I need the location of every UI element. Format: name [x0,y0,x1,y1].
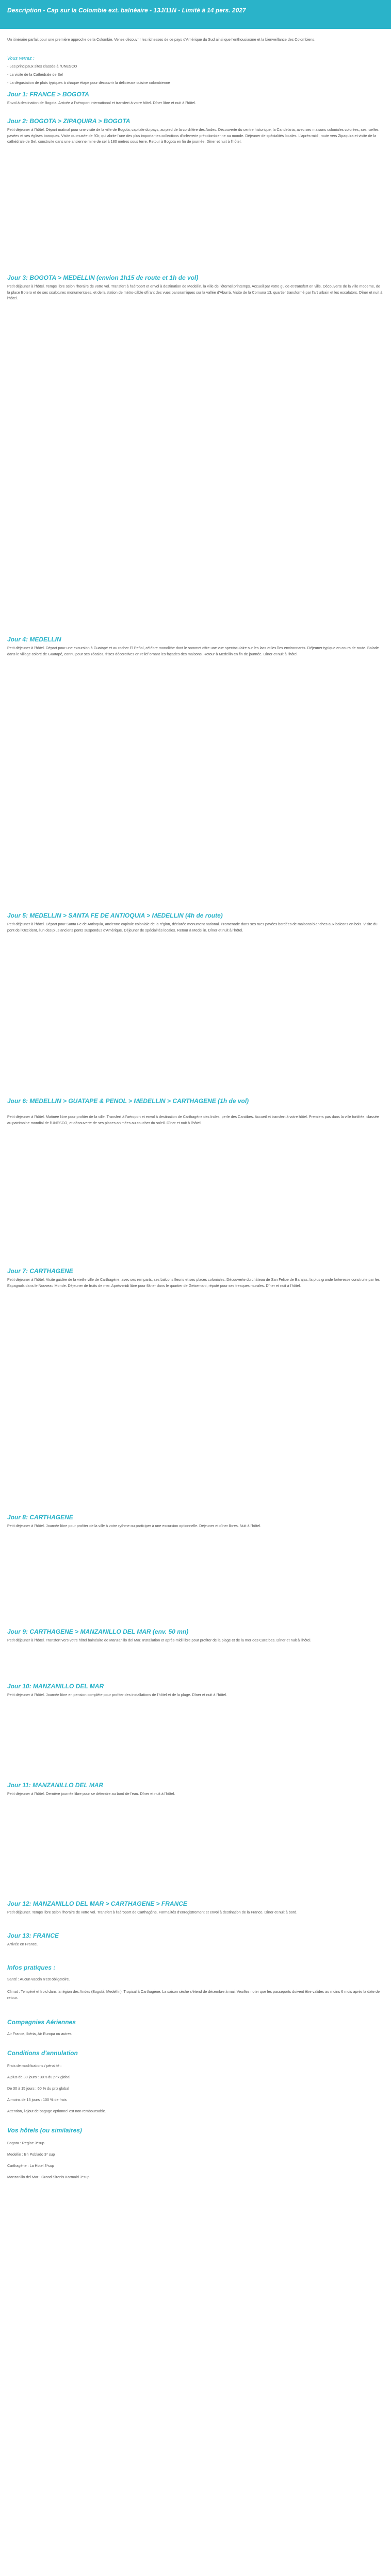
day-4-text: Petit déjeuner à l'hôtel. Départ pour une excursion à Guatapé et au rocher El Peñol, célèbre monolithe dont le sommet offre une vue spectaculaire sur les lacs et les îles environnants. Déjeuner typique en cours de route. Balade dans le village coloré de Guatapé, connu pour ses zócalos, frises décoratives en relief ornant les façades des maisons. Retour à Medellin en fin de journée. Dîner et nuit à l'hôtel. [7,646,379,656]
infos-title: Infos pratiques : [7,1964,56,1971]
conditions-line: De 30 à 15 jours : 60 % du prix global [7,2086,69,2091]
title-band [0,0,391,29]
highlight-item: - Les principaux sites classés à l'UNESCO [7,64,77,69]
day-3-title: Jour 3: BOGOTA > MEDELLIN (envion 1h15 de route et 1h de vol) [7,274,199,281]
hotel-line: Bogota : Regine 3*sup [7,2141,44,2145]
hotel-line: Medellin : Bh Poblado 3* sup [7,2152,55,2157]
highlight-item: - La dégustation de plats typiques à chaque étape pour découvrir la délicieuse cuisine colombienne [7,80,170,85]
infos-climate: Climat : Tempéré et froid dans la région des Andes (Bogotá, Medellín). Tropical à Carthagène. La saison sèche s'étend de décembre à mai. Veuillez noter que les passeports doivent être valides au moins 6 mois après la date de retour. [7,1989,380,2000]
day-11-title: Jour 11: MANZANILLO DEL MAR [7,1782,104,1789]
intro-text: Un itinéraire parfait pour une première approche de la Colombie. Venez découvrir les richesses de ce pays d'Amérique du Sud ainsi que l'enthousiasme et la bienveillance des Colombiens. [7,37,316,42]
compagnies-text: Air France, Ibéria, Air Europa ou autres [7,2031,72,2036]
day-6-text: Petit déjeuner à l'hôtel. Matinée libre pour profiter de la ville. Transfert à l'aéroport et envol à destination de Carthagène des Indes, perle des Caraïbes. Accueil et transfert à votre hôtel. Premiers pas dans la ville fortifiée, classée au patrimoine mondial de l'UNESCO, et découverte de ses places animées au coucher du soleil. Dîner et nuit à l'hôtel. [7,1114,379,1125]
day-9-title: Jour 9: CARTHAGENE > MANZANILLO DEL MAR (env. 50 mn) [7,1628,189,1635]
compagnies-title: Compagnies Aériennes [7,2019,76,2026]
day-11-text: Petit déjeuner à l'hôtel. Dernière journée libre pour se détendre au bord de l'eau. Dîner et nuit à l'hôtel. [7,1791,175,1796]
hotel-line: Manzanillo del Mar : Grand Sirenis Karmairi 3*sup [7,2175,90,2179]
day-6-title: Jour 6: MEDELLIN > GUATAPE & PENOL > MEDELLIN > CARTHAGENE (1h de vol) [7,1097,249,1105]
conditions-title: Conditions d'annulation [7,2049,78,2057]
day-9-text: Petit déjeuner à l'hôtel. Transfert vers votre hôtel balnéaire de Manzanillo del Mar. Installation et après-midi libre pour profiter de la plage et de la mer des Caraïbes. Dîner et nuit à l'hôtel. [7,1638,312,1642]
day-7-title: Jour 7: CARTHAGENE [7,1267,73,1275]
day-2-text: Petit déjeuner à l'hôtel. Départ matinal pour une visite de la ville de Bogota, capitale du pays, au pied de la cordillère des Andes. Découverte du centre historique, la Candelaria, avec ses maisons coloniales colorées, ses ruelles pavées et ses églises baroques. Visite du musée de l'Or, qui abrite l'une des plus importantes collections d'orfèvrerie précolombienne au monde. Déjeuner de spécialités locales. L'après-midi, route vers Zipaquira et visite de la cathédrale de Sel, construite dans une ancienne mine de sel à 180 mètres sous terre. Retour à Bogota en fin de journée. Dîner et nuit à l'hôtel. [7,127,379,144]
day-12-title: Jour 12: MANZANILLO DEL MAR > CARTHAGENE > FRANCE [7,1900,187,1907]
conditions-line: Attention, l'ajout de bagage optionnel est non remboursable. [7,2109,106,2113]
vous-verrez-heading: Vous verrez : [7,56,35,61]
day-7-text: Petit déjeuner à l'hôtel. Visite guidée de la vieille ville de Carthagène, avec ses remparts, ses balcons fleuris et ses places coloniales. Découverte du château de San Felipe de Barajas, la plus grande forteresse construite par les Espagnols dans le Nouveau Monde. Déjeuner de fruits de mer. Après-midi libre pour flâner dans le quartier de Getsemani, réputé pour ses fresques murales. Dîner et nuit à l'hôtel. [7,1277,380,1288]
day-5-text: Petit déjeuner à l'hôtel. Départ pour Santa Fe de Antioquia, ancienne capitale coloniale de la région, déclarée monument national. Promenade dans ses rues pavées bordées de maisons blanches aux balcons en bois. Visite du pont de l'Occident, l'un des plus anciens ponts suspendus d'Amérique. Déjeuner de spécialités locales. Retour à Medellin. Dîner et nuit à l'hôtel. [7,922,378,933]
conditions-line: A plus de 30 jours : 30% du prix global [7,2075,71,2079]
day-3-text: Petit déjeuner à l'hôtel. Temps libre selon l'horaire de votre vol. Transfert à l'aéroport et envol à destination de Medellin, la ville de l'éternel printemps. Accueil par votre guide et transfert en ville. Découverte de la ville moderne, de la place Botero et de ses sculptures monumentales, et de la station de métro-câble offrant des vues panoramiques sur la vallée d'Aburrá. Visite de la Comuna 13, quartier transformé par l'art urbain et les escalators. Dîner et nuit à l'hôtel. [7,284,383,300]
infos-health: Santé : Aucun vaccin n'est obligatoire. [7,1977,70,1981]
highlight-item: - La visite de la Cathédrale de Sel [7,72,63,77]
day-10-title: Jour 10: MANZANILLO DEL MAR [7,1683,104,1690]
day-4-title: Jour 4: MEDELLIN [7,636,61,643]
day-8-title: Jour 8: CARTHAGENE [7,1514,73,1521]
day-10-text: Petit déjeuner à l'hôtel. Journée libre en pension complète pour profiter des installations de l'hôtel et de la plage. Dîner et nuit à l'hôtel. [7,1692,227,1697]
day-8-text: Petit déjeuner à l'hôtel. Journée libre pour profiter de la ville à votre rythme ou participer à une excursion optionnelle. Déjeuner et dîner libres. Nuit à l'hôtel. [7,1523,262,1528]
day-13-text: Arrivée en France. [7,1942,38,1946]
conditions-line: A moins de 15 jours : 100 % de frais [7,2097,67,2102]
day-5-title: Jour 5: MEDELLIN > SANTA FE DE ANTIOQUIA > MEDELLIN (4h de route) [7,912,223,919]
conditions-line: Frais de modifications / pénalité : [7,2063,62,2068]
day-2-title: Jour 2: BOGOTA > ZIPAQUIRA > BOGOTA [7,117,131,125]
day-1-title: Jour 1: FRANCE > BOGOTA [7,91,89,98]
day-1-text: Envol à destination de Bogota. Arrivée à l'aéroport international et transfert à votre hôtel. Dîner libre et nuit à l'hôtel. [7,100,196,105]
hotels-title: Vos hôtels (ou similaires) [7,2127,82,2134]
page-title: Description - Cap sur la Colombie ext. balnéaire - 13J/11N - Limité à 14 pers. 2027 [7,7,246,14]
day-12-text: Petit déjeuner. Temps libre selon l'horaire de votre vol. Transfert à l'aéroport de Carthagène. Formalités d'enregistrement et envol à destination de la France. Dîner et nuit à bord. [7,1910,298,1914]
day-13-title: Jour 13: FRANCE [7,1932,59,1939]
hotel-line: Carthagène : La Hotel 3*sup [7,2163,54,2168]
